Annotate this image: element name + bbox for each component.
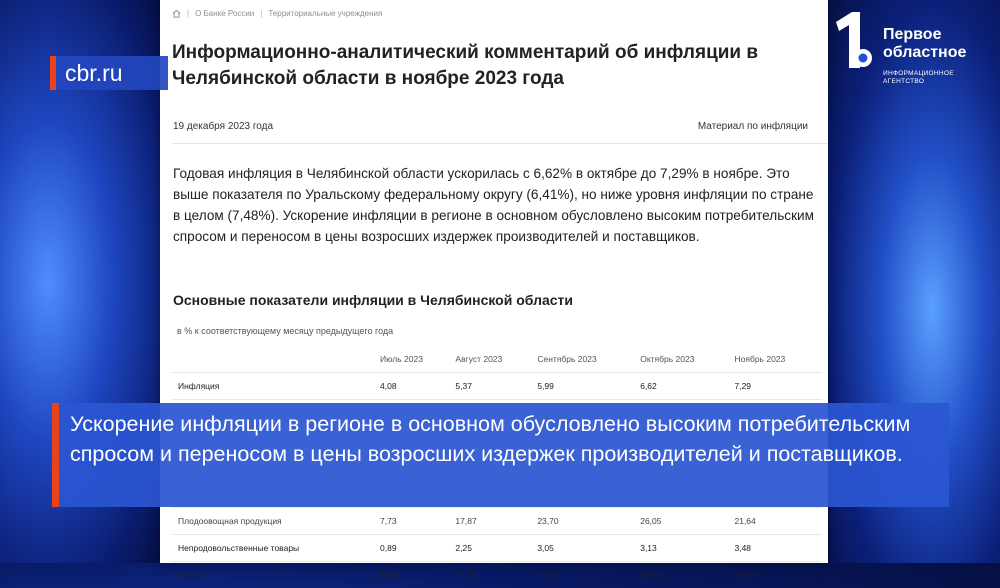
row-label: Плодоовощная продукция bbox=[172, 508, 379, 535]
table-cell: 11,04 bbox=[379, 562, 454, 588]
row-label: Инфляция bbox=[172, 373, 379, 400]
table-cell: 17,87 bbox=[454, 508, 536, 535]
table-header: Октябрь 2023 bbox=[639, 346, 733, 373]
row-label: Услуги bbox=[172, 562, 379, 588]
table-cell: 6,62 bbox=[639, 373, 733, 400]
logo-subtitle: ИНФОРМАЦИОННОЕ АГЕНТСТВО bbox=[883, 70, 954, 86]
caption-banner bbox=[52, 403, 949, 507]
source-tag-accent bbox=[50, 56, 56, 90]
breadcrumb-separator: | bbox=[260, 9, 262, 18]
table-title: Основные показатели инфляции в Челябинской области bbox=[173, 292, 573, 308]
table-cell: 7,29 bbox=[733, 373, 822, 400]
table-cell: 5,99 bbox=[536, 373, 639, 400]
table-header-empty bbox=[172, 346, 379, 373]
breadcrumb bbox=[172, 9, 382, 18]
table-cell: 11,73 bbox=[454, 562, 536, 588]
channel-logo bbox=[830, 8, 995, 88]
table-cell: 23,70 bbox=[536, 508, 639, 535]
breadcrumb-item-about-bank[interactable]: О Банке России bbox=[195, 9, 254, 18]
breadcrumb-separator: | bbox=[187, 9, 189, 18]
table-header-row bbox=[172, 346, 822, 373]
table-cell: 2,25 bbox=[454, 535, 536, 562]
caption-accent-bar bbox=[52, 403, 59, 507]
table-cell: 0,89 bbox=[379, 535, 454, 562]
table-cell: 26,05 bbox=[639, 508, 733, 535]
table-cell: 12,70 bbox=[733, 562, 822, 588]
table-cell: 3,13 bbox=[639, 535, 733, 562]
table-header: Август 2023 bbox=[454, 346, 536, 373]
table-cell: 21,64 bbox=[733, 508, 822, 535]
table-cell: 4,08 bbox=[379, 373, 454, 400]
table-cell: 12,14 bbox=[639, 562, 733, 588]
page-title: Информационно-аналитический комментарий об инфляции в Челябинской области в ноябре 2023 года bbox=[172, 40, 792, 92]
table-cell: 3,05 bbox=[536, 535, 639, 562]
table-cell: 11,72 bbox=[536, 562, 639, 588]
caption-text: Ускорение инфляции в регионе в основном обусловлено высоким потребительским спросом и переносом в цены возросших издержек производителей и поставщиков. bbox=[70, 409, 940, 469]
publish-date: 19 декабря 2023 года bbox=[173, 121, 273, 132]
table-header: Июль 2023 bbox=[379, 346, 454, 373]
article-paragraph: Годовая инфляция в Челябинской области ускорилась с 6,62% в октябре до 7,29% в ноябре. Это выше показателя по Уральскому федеральному округу (6,41%), но ниже уровня инфляции по стране в целом (7,48%). Ускорение инфляции в регионе в основном обусловлено высоким потребительским спросом и переносом в цены возросших издержек производителей и поставщиков. bbox=[173, 163, 823, 247]
table-row bbox=[172, 562, 822, 588]
table-header: Сентябрь 2023 bbox=[536, 346, 639, 373]
table-row bbox=[172, 535, 822, 562]
table-header: Ноябрь 2023 bbox=[733, 346, 822, 373]
logo-mark-icon bbox=[830, 8, 876, 72]
home-icon[interactable] bbox=[172, 9, 181, 18]
table-cell: 5,37 bbox=[454, 373, 536, 400]
table-cell: 7,73 bbox=[379, 508, 454, 535]
table-row bbox=[172, 373, 822, 400]
source-tag-text: cbr.ru bbox=[65, 60, 123, 87]
table-unit-note: в % к соответствующему месяцу предыдущего года bbox=[177, 326, 393, 336]
breadcrumb-item-territorial[interactable]: Территориальные учреждения bbox=[268, 9, 382, 18]
table-row bbox=[172, 508, 822, 535]
source-tag bbox=[50, 56, 168, 90]
logo-name: Первое областное bbox=[883, 26, 966, 62]
divider bbox=[172, 143, 828, 144]
table-cell: 3,48 bbox=[733, 535, 822, 562]
row-label: Непродовольственные товары bbox=[172, 535, 379, 562]
category-link[interactable]: Материал по инфляции bbox=[698, 121, 808, 132]
